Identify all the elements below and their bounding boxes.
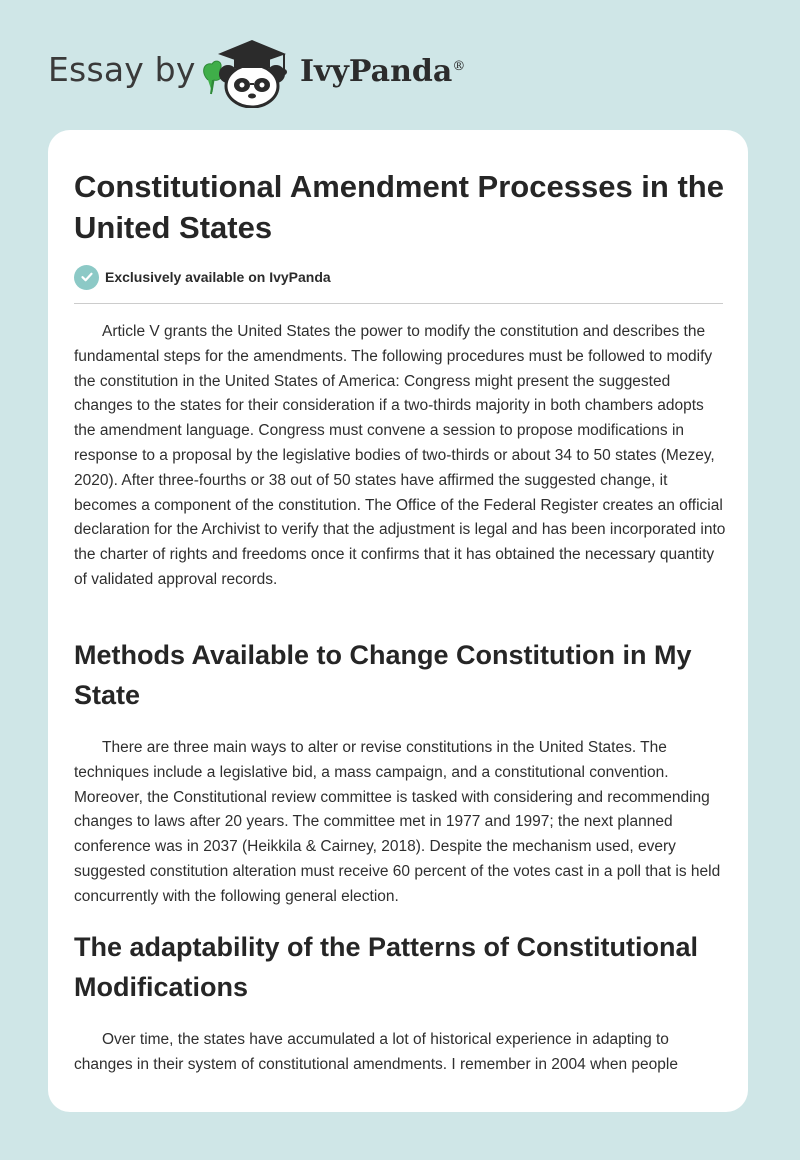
exclusive-badge: [74, 263, 331, 291]
registered-mark: ®: [452, 59, 466, 74]
paragraph-methods: There are three main ways to alter or revise constitutions in the United States. The techniques include a legislative bid, a mass campaign, and a constitutional convention. Moreover, the Constitutional review committee is tasked with considering and recommending changes to laws after 20 years. The committee met in 1977 and 1997; the next planned conference was in 2037 (Heikkila & Cairney, 2018). Despite the mechanism used, every suggested constitution alteration must receive 60 percent of the votes cast in a poll that is held concurrently with the following general election.: [74, 739, 721, 905]
page-title: Constitutional Amendment Processes in the United States: [74, 169, 724, 245]
site-header: [0, 0, 800, 130]
essay-by-label: Essay by: [48, 50, 196, 89]
exclusive-badge-label: Exclusively available on IvyPanda: [105, 269, 331, 285]
panda-graduate-icon[interactable]: [198, 36, 294, 108]
essay-card: [48, 130, 748, 1112]
brand-name: IvyPanda: [300, 54, 453, 89]
brand-logo-text[interactable]: [300, 54, 465, 89]
divider: [74, 303, 723, 304]
check-circle-icon: [74, 265, 99, 290]
paragraph-article-v: Article V grants the United States the power to modify the constitution and describes the fundamental steps for the amendments. The following procedures must be followed to modify the constitution in the United States of America: Congress might present the suggested changes to the states for their consideration if a two-thirds majority in both chambers adopts the amendment language. Congress must convene a session to propose modifications in response to a proposal by the legislative bodies of two-thirds or about 34 to 50 states (Mezey, 2020). After three-fourths or 38 out of 50 states have affirmed the suggested change, it becomes a component of the constitution. The Office of the Federal Register creates an official declaration for the Archivist to verify that the adjustment is legal and has been incorporated into the charter of rights and freedoms once it confirms that it has obtained the necessary quantity of validated approval records.: [74, 323, 726, 588]
section-heading-methods: Methods Available to Change Constitution in My State: [74, 640, 692, 710]
section-heading-adaptability: The adaptability of the Patterns of Constitutional Modifications: [74, 932, 699, 1002]
paragraph-adaptability: Over time, the states have accumulated a lot of historical experience in adapting to changes in their system of constitutional amendments. I remember in 2004 when people: [74, 1031, 678, 1073]
